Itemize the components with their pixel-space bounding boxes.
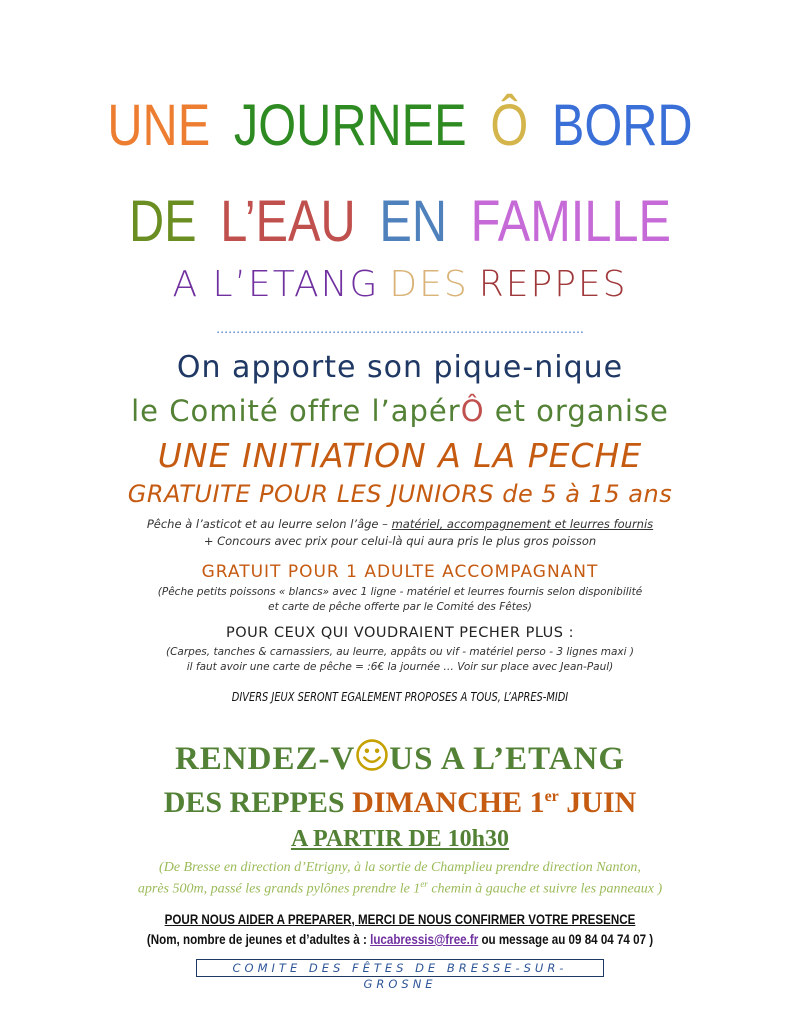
directions-2 [0,879,800,898]
title-word-leau: L’EAU [220,189,356,254]
rdv-date-month: JUIN [558,786,637,819]
more-detail-2: il faut avoir une carte de pêche = :6€ la journée … Voir sur place avec Jean-Paul) [186,661,614,673]
more-fishing-heading: POUR CEUX QUI VOUDRAIENT PECHER PLUS : [225,625,574,641]
title-line-1 [64,94,736,158]
title-word-une: UNE [107,93,211,158]
location-des: DES [389,264,469,305]
rdv-text-b: US A L’ETANG [389,741,626,777]
free-adult-heading: GRATUIT POUR 1 ADULTE ACCOMPAGNANT [201,562,599,582]
location-a-letang: A L’ETANG [172,264,380,305]
contact-line-2a: (Nom, nombre de jeunes et d’adultes à : [146,932,371,947]
committee-text-o: Ô [460,394,485,428]
rdv-text-a: RENDEZ-V [174,741,356,777]
free-juniors-heading: GRATUITE POUR LES JUNIORS de 5 à 15 ans [127,480,673,508]
title-word-famille: FAMILLE [470,189,672,254]
adult-detail-1: (Pêche petits poissons « blancs» avec 1 ligne - matériel et leurres fournis selon disponibilité [157,586,643,598]
junior-detail-1b: matériel, accompagnement et leurres fournis [391,517,654,531]
title-word-de: DE [128,189,197,254]
title-word-journee: JOURNEE [233,93,467,158]
junior-detail-2: + Concours avec prix pour celui-là qui aura pris le plus gros poisson [203,534,597,548]
dotted-separator: ……………………………………………………….………………………. [216,322,584,336]
initiation-heading: UNE INITIATION A LA PECHE [157,436,643,475]
committee-text-a: le Comité offre l’apér [131,394,461,428]
junior-detail-1 [0,517,800,531]
smiley-icon [355,738,389,772]
location-reppes: REPPES [478,264,628,305]
location-line [0,264,800,305]
games-text: DIVERS JEUX SERONT EGALEMENT PROPOSES A TOUS, L’APRES-MIDI [231,690,569,704]
rdv-time: A PARTIR DE 10h30 [290,826,510,852]
title-line-2 [64,190,736,254]
committee-text-b: et organise [484,394,669,428]
contact-line-2 [56,932,744,947]
footer-committee-box: COMITE DES FÊTES DE BRESSE-SUR-GROSNE [196,959,604,977]
title-word-bord: BORD [551,93,693,158]
title-word-o: Ô [490,93,529,158]
email-link[interactable]: lucabressis@free.fr [370,932,479,947]
junior-detail-1a: Pêche à l’asticot et au leurre selon l’âge – [146,517,392,531]
directions-2-sup: er [420,879,428,889]
rdv-date-day: DIMANCHE 1 [352,786,545,819]
directions-1: (De Bresse en direction d’Etrigny, à la sortie de Champlieu prendre direction Nanton, [159,860,641,875]
rdv-line-2 [0,786,800,820]
rdv-date [352,786,636,819]
directions-2b: chemin à gauche et suivre les panneaux ) [427,881,663,897]
contact-line-2b: ou message au 09 84 04 74 07 ) [478,932,654,947]
rdv-line-1 [0,738,800,778]
contact-line-1: POUR NOUS AIDER A PREPARER, MERCI DE NOUS CONFIRMER VOTRE PRESENCE [164,912,636,927]
title-word-en: EN [379,189,448,254]
directions-2a: après 500m, passé les grands pylônes prendre le 1 [137,881,421,897]
picnic-text: On apporte son pique-nique [176,350,624,385]
committee-text [0,394,800,428]
rdv-date-sup: er [544,788,559,805]
adult-detail-2: et carte de pêche offerte par le Comité des Fêtes) [268,601,532,613]
more-detail-1: (Carpes, tanches & carnassiers, au leurre, appâts ou vif - matériel perso - 3 lignes maxi ) [166,646,634,658]
rdv-place: DES REPPES [163,786,353,819]
